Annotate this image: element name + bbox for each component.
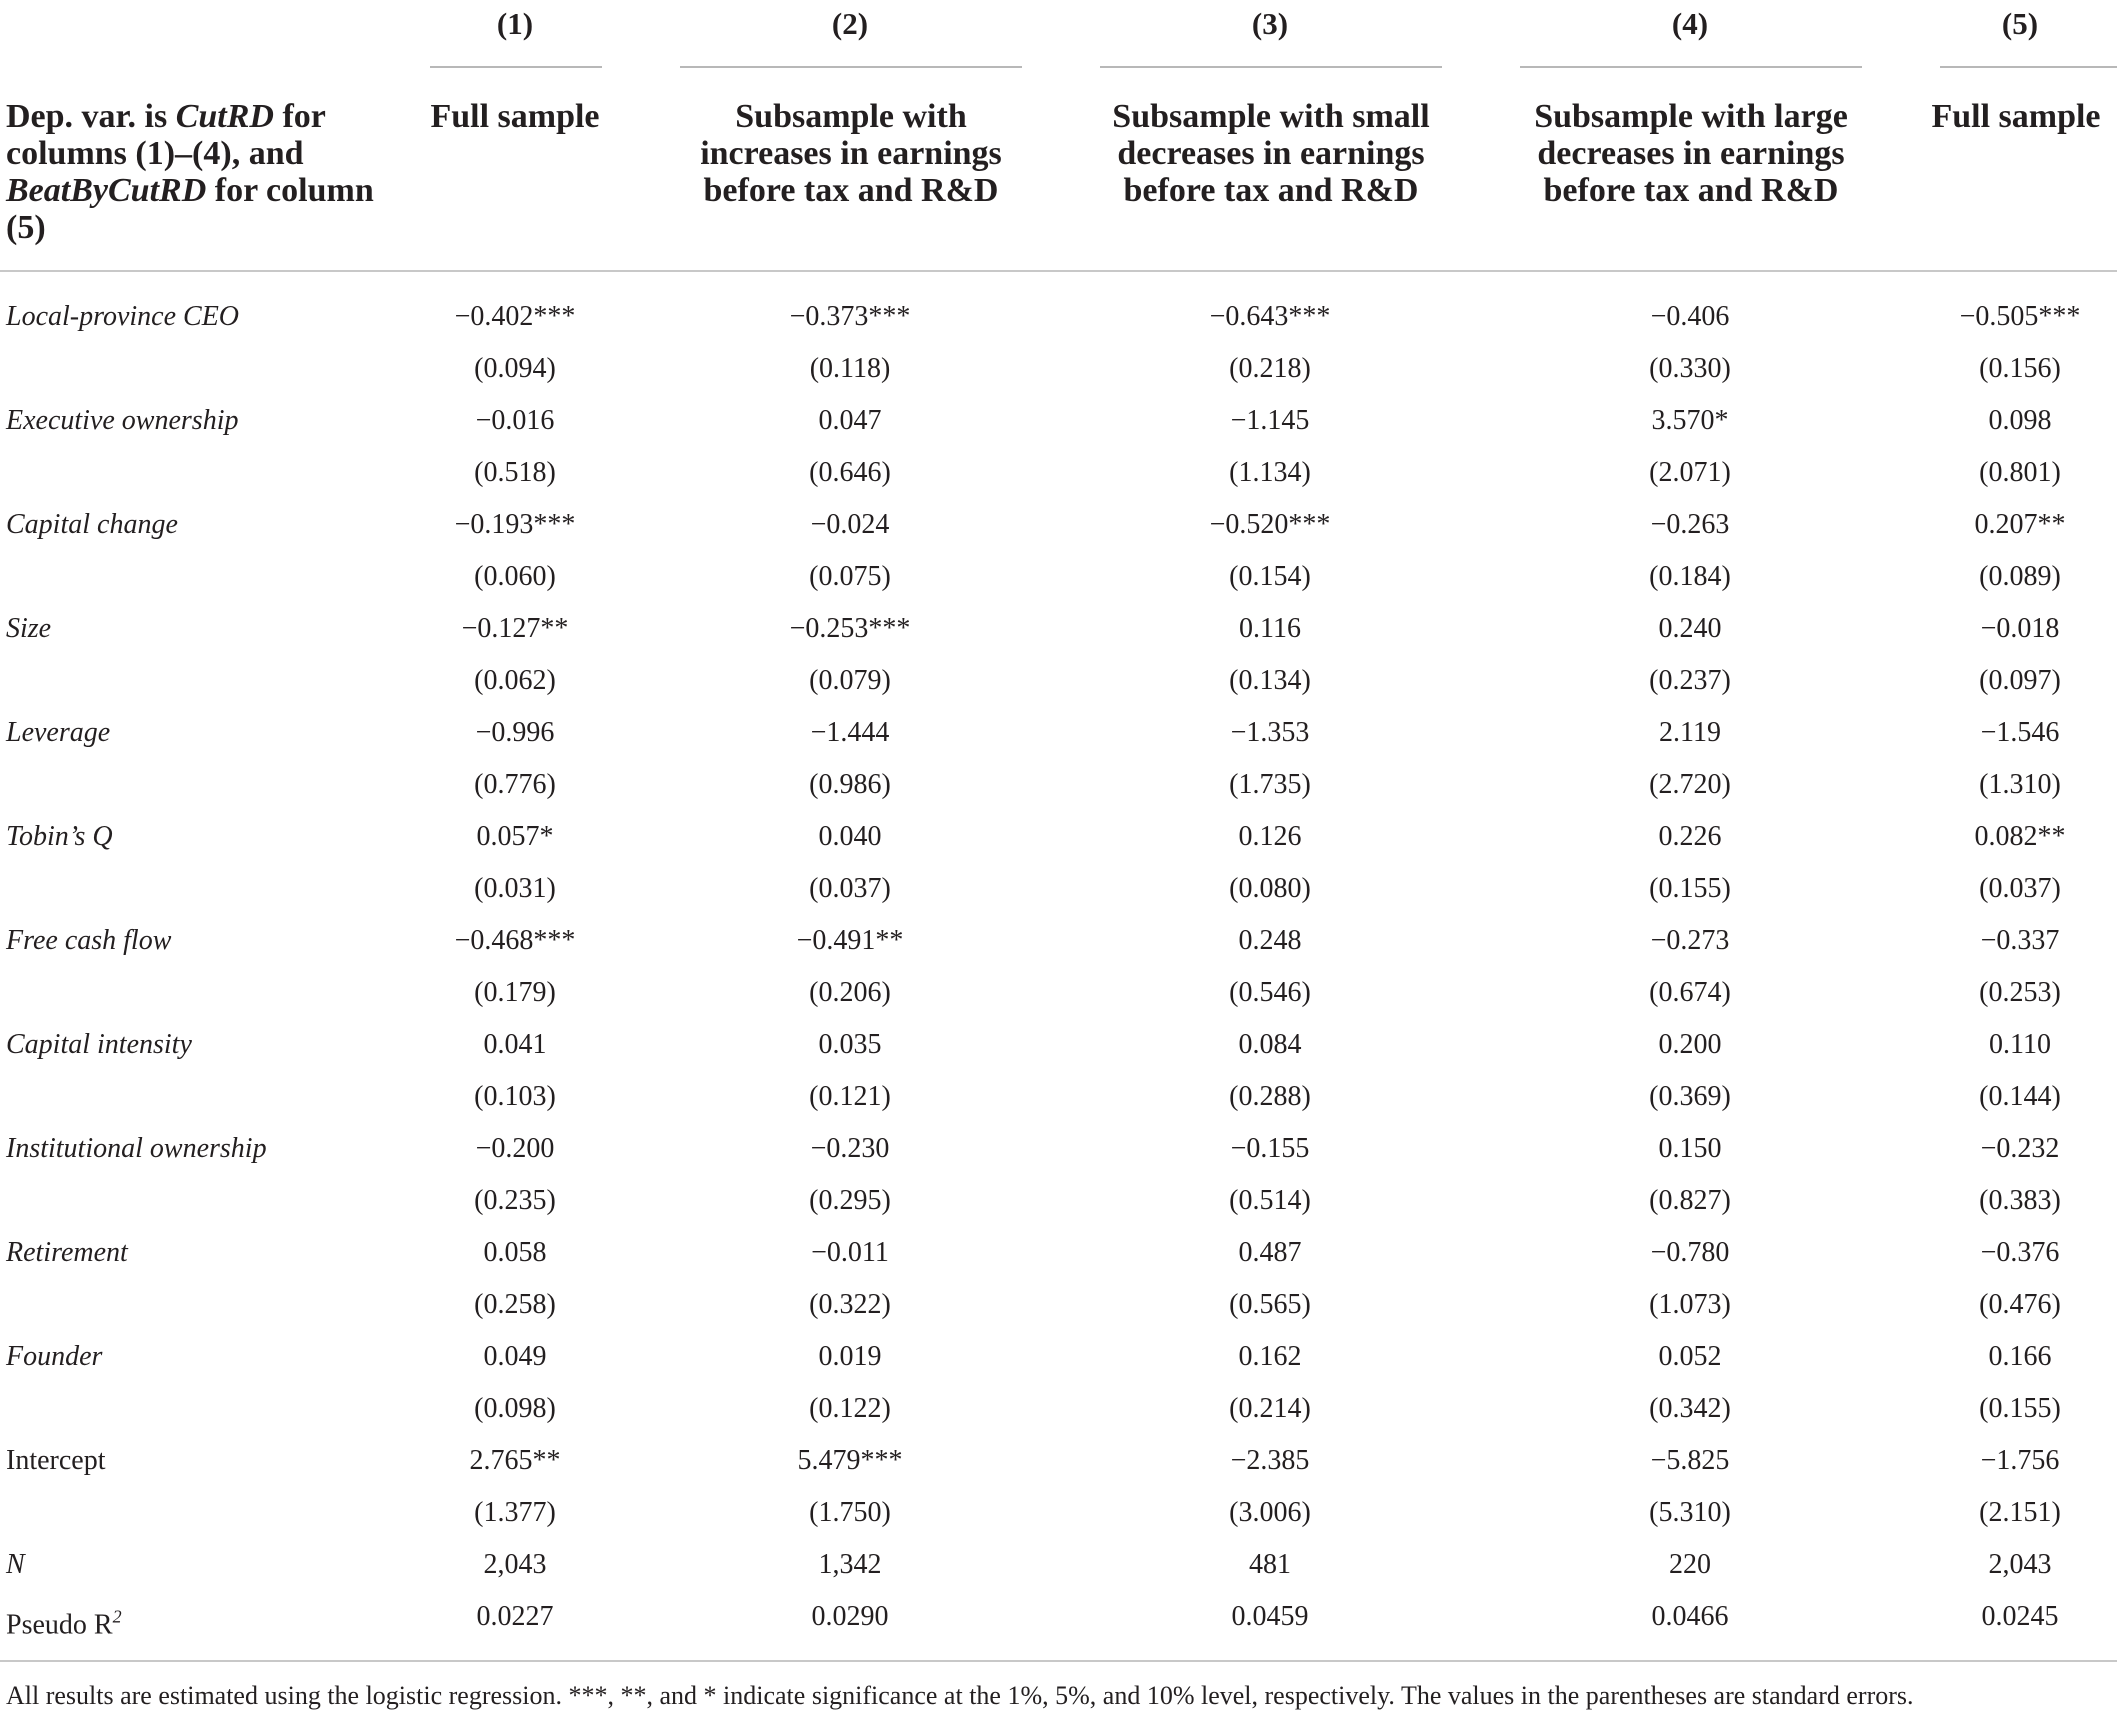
coefficient-cell: 0.019 bbox=[818, 1341, 882, 1372]
row-label: Size bbox=[6, 613, 52, 644]
table-row bbox=[0, 1435, 2117, 1487]
table-row-se bbox=[0, 1383, 2117, 1435]
standard-error-cell: (0.214) bbox=[1229, 1393, 1311, 1424]
standard-error-cell: (1.073) bbox=[1649, 1289, 1731, 1320]
coefficient-cell: 2.119 bbox=[1659, 717, 1721, 748]
coefficient-cell: −0.263 bbox=[1650, 509, 1730, 540]
pseudo-r2-cell: 0.0245 bbox=[1981, 1601, 2059, 1632]
table-row bbox=[0, 811, 2117, 863]
coefficient-cell: 0.047 bbox=[818, 405, 882, 436]
coefficient-cell: 0.126 bbox=[1238, 821, 1302, 852]
column-number-1: (1) bbox=[496, 6, 534, 41]
coefficient-cell: 0.248 bbox=[1238, 925, 1302, 956]
coefficient-cell: 3.570* bbox=[1651, 405, 1729, 436]
standard-error-cell: (0.144) bbox=[1979, 1081, 2061, 1112]
standard-error-cell: (0.122) bbox=[809, 1393, 891, 1424]
row-label: Founder bbox=[6, 1341, 103, 1372]
observations-row bbox=[0, 1539, 2117, 1591]
standard-error-cell: (0.098) bbox=[474, 1393, 556, 1424]
standard-error-cell: (0.237) bbox=[1649, 665, 1731, 696]
coefficient-cell: 0.200 bbox=[1658, 1029, 1722, 1060]
column-number-4: (4) bbox=[1671, 6, 1709, 41]
standard-error-cell: (0.156) bbox=[1979, 353, 2061, 384]
table-row-se bbox=[0, 551, 2117, 603]
column-header-4: Subsample with large decreases in earnings before tax and R&D bbox=[1534, 98, 1848, 209]
column-header-5: Full sample bbox=[1931, 98, 2101, 135]
standard-error-cell: (0.383) bbox=[1979, 1185, 2061, 1216]
coefficient-cell: −0.018 bbox=[1980, 613, 2060, 644]
coefficient-cell: −0.200 bbox=[475, 1133, 555, 1164]
coefficient-cell: −0.402*** bbox=[454, 301, 576, 332]
row-label: Retirement bbox=[6, 1237, 128, 1268]
pseudo-r2-cell: 0.0466 bbox=[1651, 1601, 1729, 1632]
column-header-3: Subsample with small decreases in earnings before tax and R&D bbox=[1112, 98, 1430, 209]
coefficient-cell: 0.058 bbox=[483, 1237, 547, 1268]
standard-error-cell: (0.121) bbox=[809, 1081, 891, 1112]
coefficient-cell: 0.162 bbox=[1238, 1341, 1302, 1372]
observations-cell: 220 bbox=[1669, 1549, 1711, 1580]
coefficient-cell: 0.057* bbox=[476, 821, 554, 852]
column-number-underline bbox=[680, 66, 1022, 68]
standard-error-cell: (0.155) bbox=[1979, 1393, 2061, 1424]
coefficient-cell: −0.011 bbox=[811, 1237, 889, 1268]
table-row bbox=[0, 395, 2117, 447]
standard-error-cell: (0.037) bbox=[809, 873, 891, 904]
standard-error-cell: (0.075) bbox=[809, 561, 891, 592]
coefficient-cell: −1.353 bbox=[1230, 717, 1310, 748]
pseudo-r2-cell: 0.0459 bbox=[1231, 1601, 1309, 1632]
row-label: Capital intensity bbox=[6, 1029, 192, 1060]
column-number-underline bbox=[1520, 66, 1862, 68]
row-label: Tobin’s Q bbox=[6, 821, 113, 852]
standard-error-cell: (0.801) bbox=[1979, 457, 2061, 488]
row-label: Capital change bbox=[6, 509, 178, 540]
coefficient-cell: 5.479*** bbox=[797, 1445, 903, 1476]
standard-error-cell: (1.750) bbox=[809, 1497, 891, 1528]
table-row bbox=[0, 707, 2117, 759]
coefficient-cell: 0.052 bbox=[1658, 1341, 1722, 1372]
coefficient-cell: −0.996 bbox=[475, 717, 555, 748]
standard-error-cell: (0.103) bbox=[474, 1081, 556, 1112]
table-row-se bbox=[0, 655, 2117, 707]
coefficient-cell: −2.385 bbox=[1230, 1445, 1310, 1476]
row-label: Pseudo $R^2$ bbox=[6, 1607, 122, 1641]
standard-error-cell: (0.546) bbox=[1229, 977, 1311, 1008]
coefficient-cell: −0.016 bbox=[475, 405, 555, 436]
table-row-se bbox=[0, 343, 2117, 395]
dependent-variable-header: Dep. var. is CutRD for columns (1)–(4), and BeatByCutRD for column (5) bbox=[6, 98, 374, 246]
coefficient-cell: 0.226 bbox=[1658, 821, 1722, 852]
coefficient-cell: −0.024 bbox=[810, 509, 890, 540]
coefficient-cell: −0.373*** bbox=[789, 301, 911, 332]
standard-error-cell: (0.565) bbox=[1229, 1289, 1311, 1320]
standard-error-cell: (0.235) bbox=[474, 1185, 556, 1216]
column-header-1: Full sample bbox=[430, 98, 600, 135]
coefficient-cell: −0.491** bbox=[796, 925, 904, 956]
coefficient-cell: −0.468*** bbox=[454, 925, 576, 956]
standard-error-cell: (0.134) bbox=[1229, 665, 1311, 696]
row-label: N bbox=[6, 1549, 25, 1580]
coefficient-cell: −1.756 bbox=[1980, 1445, 2060, 1476]
standard-error-cell: (0.118) bbox=[809, 353, 891, 384]
table-row-se bbox=[0, 1175, 2117, 1227]
standard-error-cell: (1.377) bbox=[474, 1497, 556, 1528]
standard-error-cell: (0.155) bbox=[1649, 873, 1731, 904]
standard-error-cell: (3.006) bbox=[1229, 1497, 1311, 1528]
table-row bbox=[0, 915, 2117, 967]
table-row-se bbox=[0, 1071, 2117, 1123]
column-number-underline bbox=[430, 66, 602, 68]
column-number-underline bbox=[1940, 66, 2117, 68]
standard-error-cell: (0.031) bbox=[474, 873, 556, 904]
column-number-underline bbox=[1100, 66, 1442, 68]
coefficient-cell: −0.505*** bbox=[1959, 301, 2081, 332]
row-label: Intercept bbox=[6, 1445, 106, 1476]
observations-cell: 2,043 bbox=[1988, 1549, 2052, 1580]
header-rule bbox=[0, 270, 2117, 272]
standard-error-cell: (1.310) bbox=[1979, 769, 2061, 800]
coefficient-cell: 0.084 bbox=[1238, 1029, 1302, 1060]
standard-error-cell: (0.776) bbox=[474, 769, 556, 800]
observations-cell: 1,342 bbox=[818, 1549, 882, 1580]
column-number-3: (3) bbox=[1251, 6, 1289, 41]
standard-error-cell: (0.674) bbox=[1649, 977, 1731, 1008]
standard-error-cell: (1.134) bbox=[1229, 457, 1311, 488]
standard-error-cell: (0.322) bbox=[809, 1289, 891, 1320]
column-number-5: (5) bbox=[2001, 6, 2039, 41]
standard-error-cell: (0.342) bbox=[1649, 1393, 1731, 1424]
pseudo-r2-cell: 0.0290 bbox=[811, 1601, 889, 1632]
standard-error-cell: (2.071) bbox=[1649, 457, 1731, 488]
table-row-se bbox=[0, 447, 2117, 499]
standard-error-cell: (0.514) bbox=[1229, 1185, 1311, 1216]
bottom-rule bbox=[0, 1660, 2117, 1662]
standard-error-cell: (5.310) bbox=[1649, 1497, 1731, 1528]
standard-error-cell: (0.080) bbox=[1229, 873, 1311, 904]
standard-error-cell: (0.206) bbox=[809, 977, 891, 1008]
column-number-2: (2) bbox=[831, 6, 869, 41]
standard-error-cell: (0.646) bbox=[809, 457, 891, 488]
coefficient-cell: 0.166 bbox=[1988, 1341, 2052, 1372]
coefficient-cell: 0.487 bbox=[1238, 1237, 1302, 1268]
coefficient-cell: −0.193*** bbox=[454, 509, 576, 540]
coefficient-cell: −0.273 bbox=[1650, 925, 1730, 956]
table-row-se bbox=[0, 1279, 2117, 1331]
table-row bbox=[0, 291, 2117, 343]
coefficient-cell: 0.098 bbox=[1988, 405, 2052, 436]
coefficient-cell: −0.337 bbox=[1980, 925, 2060, 956]
standard-error-cell: (0.097) bbox=[1979, 665, 2061, 696]
standard-error-cell: (0.062) bbox=[474, 665, 556, 696]
standard-error-cell: (0.079) bbox=[809, 665, 891, 696]
table-row bbox=[0, 603, 2117, 655]
row-label: Executive ownership bbox=[6, 405, 239, 436]
coefficient-cell: 0.116 bbox=[1239, 613, 1301, 644]
standard-error-cell: (0.295) bbox=[809, 1185, 891, 1216]
coefficient-cell: −0.376 bbox=[1980, 1237, 2060, 1268]
standard-error-cell: (0.218) bbox=[1229, 353, 1311, 384]
row-label: Leverage bbox=[6, 717, 111, 748]
table-row-se bbox=[0, 1487, 2117, 1539]
standard-error-cell: (0.184) bbox=[1649, 561, 1731, 592]
standard-error-cell: (2.151) bbox=[1979, 1497, 2061, 1528]
coefficient-cell: −0.520*** bbox=[1209, 509, 1331, 540]
table-row-se bbox=[0, 863, 2117, 915]
coefficient-cell: 2.765** bbox=[469, 1445, 561, 1476]
standard-error-cell: (0.089) bbox=[1979, 561, 2061, 592]
coefficient-cell: −1.546 bbox=[1980, 717, 2060, 748]
coefficient-cell: −0.232 bbox=[1980, 1133, 2060, 1164]
coefficient-cell: −0.127** bbox=[461, 613, 569, 644]
coefficient-cell: 0.110 bbox=[1989, 1029, 2051, 1060]
coefficient-cell: 0.041 bbox=[483, 1029, 547, 1060]
column-header-2: Subsample with increases in earnings before tax and R&D bbox=[700, 98, 1002, 209]
coefficient-cell: −0.155 bbox=[1230, 1133, 1310, 1164]
standard-error-cell: (0.253) bbox=[1979, 977, 2061, 1008]
coefficient-cell: −0.780 bbox=[1650, 1237, 1730, 1268]
coefficient-cell: 0.035 bbox=[818, 1029, 882, 1060]
pseudo-r2-row bbox=[0, 1591, 2117, 1643]
standard-error-cell: (0.179) bbox=[474, 977, 556, 1008]
coefficient-cell: 0.040 bbox=[818, 821, 882, 852]
table-row-se bbox=[0, 759, 2117, 811]
table-row bbox=[0, 1227, 2117, 1279]
standard-error-cell: (0.288) bbox=[1229, 1081, 1311, 1112]
coefficient-cell: 0.150 bbox=[1658, 1133, 1722, 1164]
coefficient-cell: −1.145 bbox=[1230, 405, 1310, 436]
standard-error-cell: (0.369) bbox=[1649, 1081, 1731, 1112]
table-row bbox=[0, 499, 2117, 551]
standard-error-cell: (1.735) bbox=[1229, 769, 1311, 800]
standard-error-cell: (0.476) bbox=[1979, 1289, 2061, 1320]
standard-error-cell: (0.827) bbox=[1649, 1185, 1731, 1216]
row-label: Local-province CEO bbox=[6, 301, 240, 332]
row-label: Institutional ownership bbox=[6, 1133, 267, 1164]
pseudo-r2-cell: 0.0227 bbox=[476, 1601, 554, 1632]
standard-error-cell: (0.060) bbox=[474, 561, 556, 592]
observations-cell: 481 bbox=[1249, 1549, 1291, 1580]
coefficient-cell: 0.049 bbox=[483, 1341, 547, 1372]
table-row bbox=[0, 1331, 2117, 1383]
standard-error-cell: (0.094) bbox=[474, 353, 556, 384]
table-row bbox=[0, 1019, 2117, 1071]
standard-error-cell: (0.154) bbox=[1229, 561, 1311, 592]
coefficient-cell: 0.240 bbox=[1658, 613, 1722, 644]
coefficient-cell: 0.082** bbox=[1974, 821, 2066, 852]
coefficient-cell: −0.253*** bbox=[789, 613, 911, 644]
standard-error-cell: (0.986) bbox=[809, 769, 891, 800]
row-label: Free cash flow bbox=[6, 925, 172, 956]
coefficient-cell: −0.230 bbox=[810, 1133, 890, 1164]
table-row bbox=[0, 1123, 2117, 1175]
standard-error-cell: (0.330) bbox=[1649, 353, 1731, 384]
table-row-se bbox=[0, 967, 2117, 1019]
table-footnote: All results are estimated using the logistic regression. ***, **, and * indicate significance at the 1%, 5%, and 10% level, respectively. The values in the parentheses are standard errors. bbox=[6, 1681, 1914, 1710]
coefficient-cell: −0.643*** bbox=[1209, 301, 1331, 332]
standard-error-cell: (0.258) bbox=[474, 1289, 556, 1320]
coefficient-cell: −0.406 bbox=[1650, 301, 1730, 332]
coefficient-cell: 0.207** bbox=[1974, 509, 2066, 540]
coefficient-cell: −5.825 bbox=[1650, 1445, 1730, 1476]
standard-error-cell: (2.720) bbox=[1649, 769, 1731, 800]
observations-cell: 2,043 bbox=[483, 1549, 547, 1580]
standard-error-cell: (0.037) bbox=[1979, 873, 2061, 904]
standard-error-cell: (0.518) bbox=[474, 457, 556, 488]
coefficient-cell: −1.444 bbox=[810, 717, 890, 748]
